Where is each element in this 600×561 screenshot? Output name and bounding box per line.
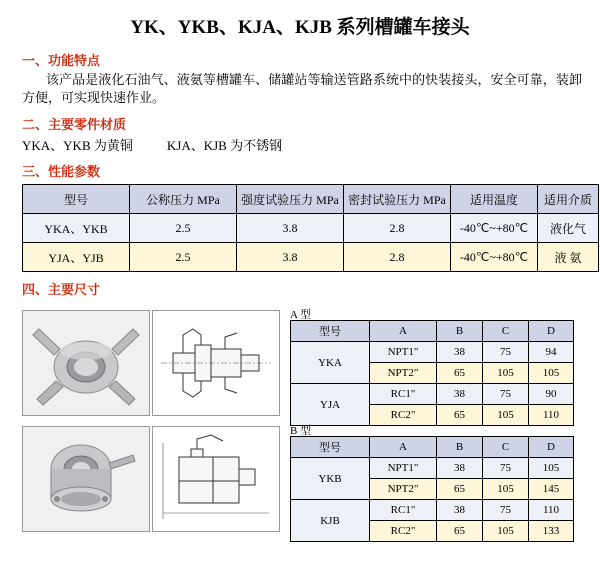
- perf-cell: -40℃~+80℃: [451, 243, 538, 272]
- perf-cell: 2.5: [130, 214, 237, 243]
- perf-header-strength-test: 强度试验压力 MPa: [237, 185, 344, 214]
- coupling-drawing-b-image: [152, 426, 280, 532]
- type-b-label: B 型: [290, 425, 312, 437]
- dim-a-header-a: A: [370, 321, 437, 342]
- perf-header-medium: 适用介质: [538, 185, 599, 214]
- dim-b-cell: 75: [483, 500, 529, 521]
- dim-b-cell: 105: [483, 479, 529, 500]
- type-b-dimension-table: [290, 436, 574, 542]
- dimensions-heading: 四、主要尺寸: [22, 282, 101, 297]
- dim-b-model: KJB: [291, 500, 370, 542]
- coupling-photo-a-image: [22, 310, 150, 416]
- page-title: YK、YKB、KJA、KJB 系列槽罐车接头: [130, 17, 470, 38]
- dim-a-header-d: D: [529, 321, 574, 342]
- perf-cell: 液化气: [538, 214, 599, 243]
- dim-b-cell: 105: [529, 458, 574, 479]
- coupling-drawing-a-image: [152, 310, 280, 416]
- dim-b-cell: 65: [437, 479, 483, 500]
- dim-a-cell: NPT2": [370, 363, 437, 384]
- table-row: [23, 214, 599, 243]
- table-row: [291, 384, 574, 405]
- dim-a-cell: 38: [437, 384, 483, 405]
- dim-a-cell: 110: [529, 405, 574, 426]
- dim-a-cell: RC1": [370, 384, 437, 405]
- dim-a-cell: 105: [529, 363, 574, 384]
- dim-a-cell: 105: [483, 405, 529, 426]
- dim-b-cell: NPT2": [370, 479, 437, 500]
- material-line: [22, 135, 600, 154]
- dim-b-cell: 145: [529, 479, 574, 500]
- dim-b-cell: 65: [437, 521, 483, 542]
- dim-a-cell: 65: [437, 405, 483, 426]
- perf-cell: 2.5: [130, 243, 237, 272]
- perf-header-model: 型号: [23, 185, 130, 214]
- dim-b-cell: 110: [529, 500, 574, 521]
- dim-a-cell: 105: [483, 363, 529, 384]
- dim-a-cell: 65: [437, 363, 483, 384]
- perf-cell: 液 氨: [538, 243, 599, 272]
- features-heading: 一、功能特点: [22, 53, 101, 68]
- perf-cell: YKA、YKB: [23, 214, 130, 243]
- dim-a-cell: 90: [529, 384, 574, 405]
- dim-b-cell: NPT1": [370, 458, 437, 479]
- dim-b-header-model: 型号: [291, 437, 370, 458]
- coupling-photo-b-image: [22, 426, 150, 532]
- material-right: KJA、KJB 为不锈钢: [166, 138, 283, 153]
- table-header-row: [291, 437, 574, 458]
- dim-b-cell: RC2": [370, 521, 437, 542]
- perf-cell: 2.8: [344, 243, 451, 272]
- table-header-row: [23, 185, 599, 214]
- table-row: [291, 458, 574, 479]
- features-text: 该产品是液化石油气、液氨等槽罐车、储罐站等输送管路系统中的快装接头，安全可靠，装卸方便，可实现快速作业。: [22, 72, 582, 105]
- type-a-label: A 型: [290, 309, 312, 321]
- perf-cell: 3.8: [237, 214, 344, 243]
- dim-b-cell: RC1": [370, 500, 437, 521]
- dimensions-area: [0, 306, 600, 561]
- dim-a-cell: 94: [529, 342, 574, 363]
- type-a-dimension-table: [290, 320, 574, 426]
- performance-heading: 三、性能参数: [22, 164, 101, 179]
- dim-b-header-c: C: [483, 437, 529, 458]
- dim-a-header-c: C: [483, 321, 529, 342]
- dim-a-cell: 75: [483, 384, 529, 405]
- dim-b-header-b: B: [437, 437, 483, 458]
- dim-b-cell: 75: [483, 458, 529, 479]
- perf-cell: 3.8: [237, 243, 344, 272]
- dim-a-cell: 75: [483, 342, 529, 363]
- dim-a-header-model: 型号: [291, 321, 370, 342]
- dim-a-model: YKA: [291, 342, 370, 384]
- dim-b-header-a: A: [370, 437, 437, 458]
- perf-cell: -40℃~+80℃: [451, 214, 538, 243]
- table-row: [23, 243, 599, 272]
- table-row: [291, 500, 574, 521]
- dim-b-cell: 133: [529, 521, 574, 542]
- perf-header-nominal-pressure: 公称压力 MPa: [130, 185, 237, 214]
- dim-b-cell: 105: [483, 521, 529, 542]
- table-header-row: [291, 321, 574, 342]
- perf-header-temperature: 适用温度: [451, 185, 538, 214]
- perf-cell: 2.8: [344, 214, 451, 243]
- dim-a-cell: 38: [437, 342, 483, 363]
- material-left: YKA、YKB 为黄铜: [22, 138, 133, 153]
- dim-b-model: YKB: [291, 458, 370, 500]
- perf-header-seal-test: 密封试验压力 MPa: [344, 185, 451, 214]
- dim-a-cell: NPT1": [370, 342, 437, 363]
- dim-a-model: YJA: [291, 384, 370, 426]
- dim-a-header-b: B: [437, 321, 483, 342]
- dim-a-cell: RC2": [370, 405, 437, 426]
- material-heading: 二、主要零件材质: [22, 117, 127, 132]
- dim-b-cell: 38: [437, 458, 483, 479]
- table-row: [291, 342, 574, 363]
- dim-b-header-d: D: [529, 437, 574, 458]
- performance-table: [22, 184, 599, 272]
- dim-b-cell: 38: [437, 500, 483, 521]
- perf-cell: YJA、YJB: [23, 243, 130, 272]
